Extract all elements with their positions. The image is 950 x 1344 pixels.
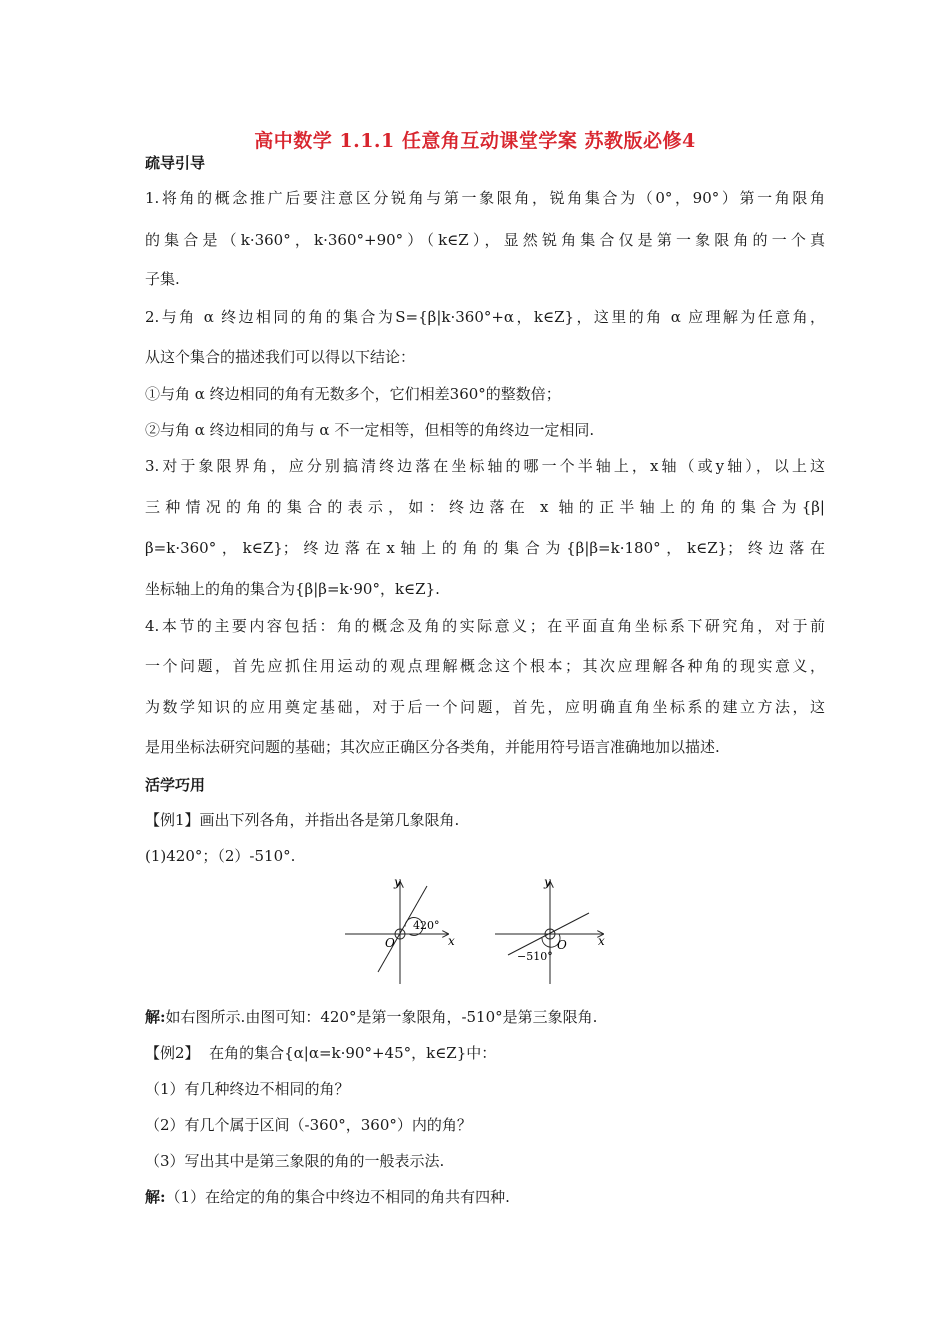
figure-minus-510-degrees bbox=[495, 875, 605, 984]
example-1-solution-label: 解: bbox=[145, 1008, 166, 1026]
paragraph-2-line-2: 从这个集合的描述我们可以得以下结论： bbox=[145, 348, 416, 366]
example-2-solution-text: （1）在给定的角的集合中终边不相同的角共有四种. bbox=[165, 1188, 510, 1206]
paragraph-4-line-1: 4.本节的主要内容包括：角的概念及角的实际意义；在平面直角坐标系下研究角，对于前 bbox=[145, 617, 825, 635]
y-label-right: y bbox=[544, 875, 551, 889]
angle-label-420: 420° bbox=[413, 919, 440, 932]
x-label-left: x bbox=[448, 934, 455, 948]
example-1-prompt: 画出下列各角，并指出各是第几象限角. bbox=[199, 811, 460, 829]
paragraph-2-line-1: 2.与角 α 终边相同的角的集合为S={β|k·360°+α，k∈Z}，这里的角 α 应理解为任意角， bbox=[145, 308, 825, 326]
paragraph-3-line-4: 坐标轴上的角的集合为{β|β=k·90°，k∈Z}. bbox=[145, 580, 440, 598]
paragraph-2-line-4: ②与角 α 终边相同的角与 α 不一定相等，但相等的角终边一定相同. bbox=[145, 421, 595, 439]
paragraph-4-line-4: 是用坐标法研究问题的基础；其次应正确区分各类角，并能用符号语言准确地加以描述. bbox=[145, 738, 720, 756]
example-1-items: (1)420°；（2）-510°. bbox=[145, 847, 296, 865]
figure-420-degrees bbox=[345, 875, 455, 984]
x-label-right: x bbox=[598, 934, 605, 948]
example-1-solution-text: 如右图所示.由图可知：420°是第一象限角，-510°是第三象限角. bbox=[165, 1008, 598, 1026]
example-2-question-2: （2）有几个属于区间（-360°，360°）内的角？ bbox=[145, 1116, 472, 1134]
paragraph-4-line-3: 为数学知识的应用奠定基础，对于后一个问题，首先，应明确直角坐标系的建立方法，这 bbox=[145, 698, 825, 716]
example-2-question-3: （3）写出其中是第三象限的角的一般表示法. bbox=[145, 1152, 445, 1170]
document-title: 高中数学 1.1.1 任意角互动课堂学案 苏教版必修4 bbox=[254, 130, 696, 152]
section-heading-guide: 疏导引导 bbox=[145, 154, 206, 172]
paragraph-1-line-2: 的集合是（k·360°，k·360°+90°）（k∈Z），显然锐角集合仅是第一象限角的一个真 bbox=[145, 231, 825, 249]
section-heading-practice: 活学巧用 bbox=[145, 776, 206, 794]
paragraph-4-line-2: 一个问题，首先应抓住用运动的观点理解概念这个根本；其次应理解各种角的现实意义， bbox=[145, 657, 825, 675]
example-1-solution bbox=[145, 1006, 825, 1028]
example-2-prompt: 在角的集合{α|α=k·90°+45°，k∈Z}中： bbox=[209, 1044, 497, 1062]
paragraph-3-line-3: β=k·360°，k∈Z}；终边落在x轴上的角的集合为{β|β=k·180°，k∈Z}；终边落在 bbox=[145, 539, 825, 557]
y-label-left: y bbox=[394, 875, 401, 889]
angle-figures bbox=[330, 872, 620, 987]
example-2-header bbox=[145, 1042, 825, 1064]
example-2-solution-label: 解: bbox=[145, 1188, 166, 1206]
paragraph-3-line-1: 3.对于象限界角，应分别搞清终边落在坐标轴的哪一个半轴上，x轴（或y轴），以上这 bbox=[145, 457, 825, 475]
example-1-label: 【例1】 bbox=[145, 811, 200, 829]
paragraph-1-line-1: 1.将角的概念推广后要注意区分锐角与第一象限角，锐角集合为（0°，90°）第一角限角 bbox=[145, 189, 825, 207]
paragraph-3-line-2: 三种情况的角的集合的表示，如：终边落在 x 轴的正半轴上的角的集合为{β| bbox=[145, 498, 825, 516]
origin-label-right: O bbox=[557, 938, 567, 952]
example-2-label: 【例2】 bbox=[145, 1044, 200, 1062]
example-2-solution bbox=[145, 1186, 825, 1208]
example-2-question-1: （1）有几种终边不相同的角？ bbox=[145, 1080, 350, 1098]
example-1-header bbox=[145, 809, 825, 831]
angle-label-minus-510: −510° bbox=[517, 950, 553, 963]
paragraph-2-line-3: ①与角 α 终边相同的角有无数多个，它们相差360°的整数倍； bbox=[145, 385, 561, 403]
paragraph-1-line-3: 子集. bbox=[145, 270, 180, 288]
origin-label-left: O bbox=[385, 936, 395, 950]
